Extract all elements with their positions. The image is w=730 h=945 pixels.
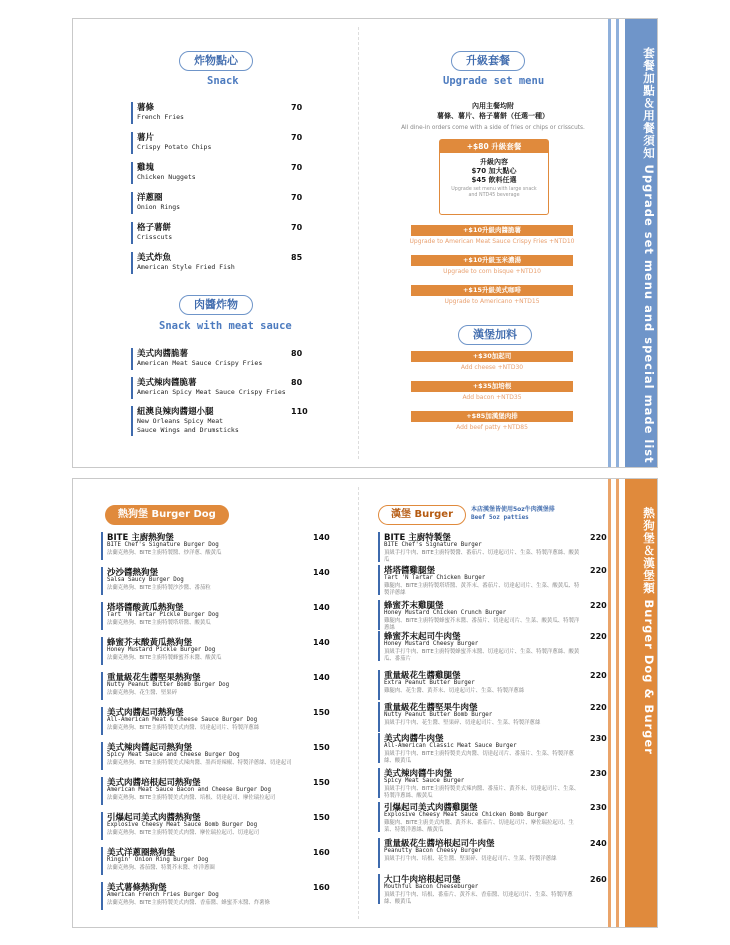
item-name-en: Peanutty Bacon Cheesy Burger — [384, 848, 482, 854]
upgrade-option-en: Upgrade to American Meat Sauce Crispy Fries +NTD10 — [409, 238, 575, 245]
item-description: 雞腿肉、BITE主廚美式肉醬、黃芥末、番茄片、切達起司片、摩佐瑞拉起司、生菜、特製洋蔥絲、酸黃瓜 — [384, 820, 574, 833]
item-accent-bar — [378, 670, 380, 700]
item-description: 頂級手打牛肉、培根、花生醬、堅果碎、切達起司片、生菜、特製洋蔥絲 — [384, 856, 557, 862]
item-price: 220 — [590, 632, 607, 641]
item-description: 頂級手打牛肉、BITE主廚特製美式肉醬、切達起司片、番茄片、生菜、特製洋蔥絲、酸黃瓜 — [384, 751, 574, 764]
menu-item — [378, 701, 610, 735]
item-name-en: BITE Chef's Signature Burger Dog — [107, 542, 219, 548]
item-accent-bar — [101, 602, 103, 630]
upgrade-set-line2: $70 加大點心 — [471, 167, 517, 175]
item-price: 80 — [291, 378, 303, 387]
menu-item — [131, 101, 301, 125]
upgrade-option-label: +$10升級玉米濃湯 — [411, 255, 573, 266]
item-name: 重量級花生醬雞腿堡 — [384, 671, 461, 681]
addon-option-label: +$30加起司 — [411, 351, 573, 362]
item-name-en: Tart 'N Tartar Chicken Burger — [384, 575, 486, 581]
item-name: 塔塔醬雞腿堡 — [384, 566, 436, 576]
item-price: 150 — [313, 743, 330, 752]
side-band-upgrade — [625, 19, 657, 467]
item-description: 雞腿肉、花生醬、黃芥末、切達起司片、生菜、特製洋蔥絲 — [384, 688, 525, 694]
item-price: 220 — [590, 671, 607, 680]
page-fold — [358, 27, 359, 459]
item-accent-bar — [101, 567, 103, 595]
menu-item — [101, 776, 329, 808]
item-description: 法蘭克熱狗、BITE主廚特製美式肉醬、切達起司片、特製洋蔥絲 — [107, 725, 260, 731]
item-name: 蜂蜜芥末酸黃瓜熱狗堡 — [107, 638, 193, 648]
upgrade-option-label: +$15升級美式咖啡 — [411, 285, 573, 296]
item-description: 法蘭克熱狗、BITE主廚特製蜂蜜芥末醬、酸黃瓜 — [107, 655, 222, 661]
addon-option-en: Add beef patty +NTD85 — [456, 424, 528, 431]
item-accent-bar — [378, 631, 380, 661]
item-price: 230 — [590, 734, 607, 743]
menu-item — [101, 531, 329, 563]
menu-item — [378, 599, 610, 633]
item-name: 洋蔥圈 — [137, 193, 163, 203]
page-fold — [358, 487, 359, 919]
upgrade-subtitle: Upgrade set menu — [443, 75, 545, 87]
item-name: 美式肉醬牛肉堡 — [384, 734, 444, 744]
item-name-en: Tart 'N Tartar Pickle Burger Dog — [107, 612, 219, 618]
meat-sauce-title: 肉醬炸物 — [179, 295, 253, 315]
item-name: 美式炸魚 — [137, 253, 172, 263]
item-description: 法蘭克熱狗、BITE主廚特製沙沙醬、番茄粒 — [107, 585, 211, 591]
burger-title: 漢堡 Burger — [378, 505, 466, 525]
upgrade-intro-line2: 薯條、薯片、格子薯餅（任選一種） — [437, 112, 549, 120]
upgrade-set-fine1: Upgrade set menu with large snack — [451, 187, 537, 192]
item-price: 150 — [313, 778, 330, 787]
stripe-right — [616, 19, 619, 467]
stripe-left — [608, 19, 611, 467]
menu-item — [131, 131, 301, 155]
item-name-en: Explosive Cheesy Meat Sauce Chicken Bomb Burger — [384, 812, 549, 818]
upgrade-set-box — [439, 139, 549, 215]
menu-item — [378, 531, 610, 565]
item-name: 紐澳良辣肉醬翅小腿 — [137, 407, 214, 417]
menu-item — [131, 376, 311, 406]
menu-item — [101, 566, 329, 598]
item-name-en: Crispy Potato Chips — [137, 143, 212, 151]
item-name: 美式肉醬培根起司熱狗堡 — [107, 778, 201, 788]
side-band-burgers-text: 熱狗堡＆漢堡類 Burger Dog & Burger — [642, 507, 656, 755]
item-accent-bar — [101, 707, 103, 735]
item-name: 引爆起司美式肉醬熱狗堡 — [107, 813, 201, 823]
upgrade-set-header: +$80 升級套餐 — [440, 140, 548, 153]
item-accent-bar — [101, 812, 103, 840]
item-name: 重量級花生醬堅果熱狗堡 — [107, 673, 201, 683]
item-name-en: Crisscuts — [137, 233, 173, 241]
item-price: 230 — [590, 803, 607, 812]
item-price: 220 — [590, 566, 607, 575]
stripe-right — [616, 479, 619, 927]
menu-item — [101, 811, 329, 843]
burger-note-zh: 本店漢堡皆使用5oz牛肉漢堡排 — [471, 506, 555, 513]
menu-page-upgrade — [72, 18, 658, 468]
item-accent-bar — [378, 838, 380, 868]
item-description: 頂級手打牛肉、BITE主廚特製蜂蜜芥末醬、切達起司片、生菜、特製洋蔥絲、酸黃瓜、番茄片 — [384, 649, 580, 662]
item-name-en: Spicy Meat Sauce and Cheese Burger Dog — [107, 752, 240, 758]
upgrade-option-en: Upgrade to corn bisque +NTD10 — [443, 268, 541, 275]
item-accent-bar — [131, 132, 133, 154]
item-accent-bar — [131, 222, 133, 244]
item-name-en: Explosive Cheesy Meat Sauce Bomb Burger Dog — [107, 822, 258, 828]
item-name: 重量級花生醬堅果牛肉堡 — [384, 703, 478, 713]
item-description: 頂級手打牛肉、BITE主廚特製醬、番茄片、切達起司片、生菜、特製洋蔥絲、酸黃瓜 — [384, 550, 580, 563]
item-price: 70 — [291, 163, 303, 172]
item-name: 美式洋蔥圈熱狗堡 — [107, 848, 176, 858]
addon-option-label: +$35加培根 — [411, 381, 573, 392]
menu-item — [101, 881, 329, 913]
item-price: 85 — [291, 253, 303, 262]
snack-title: 炸物點心 — [179, 51, 253, 71]
item-description: 法蘭克熱狗、BITE主廚特製美式肉醬、香茄醬、蜂蜜芥末醬、炸薯條 — [107, 900, 270, 906]
item-accent-bar — [131, 348, 133, 370]
item-description: 雞腿肉、BITE主廚特製塔塔醬、黃芥末、番茄片、切達起司片、生菜、酸黃瓜、特製洋蔥絲 — [384, 583, 580, 596]
item-name-en: Mouthful Bacon Cheeseburger — [384, 884, 479, 890]
item-price: 140 — [313, 673, 330, 682]
upgrade-intro-en: All dine-in orders come with a side of fries or chips or crisscuts. — [401, 125, 585, 131]
burger-addon-title: 漢堡加料 — [458, 325, 532, 345]
item-name-en: Extra Peanut Butter Burger — [384, 680, 475, 686]
item-description: 法蘭克熱狗、花生醬、堅果碎 — [107, 690, 178, 696]
item-accent-bar — [378, 874, 380, 904]
item-price: 230 — [590, 769, 607, 778]
item-price: 70 — [291, 223, 303, 232]
item-price: 140 — [313, 533, 330, 542]
item-accent-bar — [378, 802, 380, 832]
item-accent-bar — [378, 733, 380, 763]
item-accent-bar — [101, 847, 103, 875]
item-price: 150 — [313, 813, 330, 822]
item-name-en-line2: Sauce Wings and Drumsticks — [137, 426, 239, 434]
item-accent-bar — [101, 672, 103, 700]
item-name-en: BITE Chef's Signature Burger — [384, 542, 482, 548]
item-accent-bar — [131, 377, 133, 399]
hotdog-title: 熱狗堡 Burger Dog — [105, 505, 229, 525]
item-name: 塔塔醬酸黃瓜熱狗堡 — [107, 603, 184, 613]
item-name-en: American Meat Sauce Crispy Fries — [137, 359, 263, 367]
menu-item — [101, 601, 329, 633]
item-accent-bar — [131, 252, 133, 274]
item-name-en: Honey Mustard Cheesy Burger — [384, 641, 479, 647]
upgrade-option-en: Upgrade to Americano +NTD15 — [444, 298, 540, 305]
item-name: 重量級花生醬培根起司牛肉堡 — [384, 839, 495, 849]
item-price: 220 — [590, 703, 607, 712]
item-description: 法蘭克熱狗、BITE主廚特製美式肉醬、摩佐瑞拉起司、切達起司 — [107, 830, 260, 836]
item-name: 美式薯條熱狗堡 — [107, 883, 167, 893]
item-accent-bar — [101, 532, 103, 560]
menu-item — [131, 221, 301, 245]
menu-item — [378, 669, 610, 703]
item-name: 沙沙醬熱狗堡 — [107, 568, 159, 578]
menu-item — [131, 347, 311, 377]
addon-option-label: +$85加漢堡肉排 — [411, 411, 573, 422]
item-description: 頂級手打牛肉、培根、番茄片、黃芥末、香茄醬、切達起司片、生菜、特製洋蔥絲、酸黃瓜 — [384, 892, 573, 905]
item-price: 260 — [590, 875, 607, 884]
item-name: 蜂蜜芥末雞腿堡 — [384, 601, 444, 611]
snack-subtitle: Snack — [207, 75, 239, 87]
item-price: 70 — [291, 133, 303, 142]
item-name-en: French Fries — [137, 113, 184, 121]
item-accent-bar — [101, 637, 103, 665]
upgrade-set-line3: $45 飲料任選 — [471, 176, 517, 184]
item-description: 頂級手打牛肉、花生醬、堅果碎、切達起司片、生菜、特製洋蔥絲 — [384, 720, 541, 726]
menu-item — [378, 564, 610, 598]
item-name-en: Spicy Meat Sauce Burger — [384, 778, 465, 784]
item-name-en: American Spicy Meat Sauce Crispy Fries — [137, 388, 286, 396]
menu-item — [131, 405, 311, 435]
item-accent-bar — [131, 406, 133, 436]
item-name: BITE 主廚特製堡 — [384, 533, 451, 543]
item-name: 蜂蜜芥末起司牛肉堡 — [384, 632, 461, 642]
item-description: 法蘭克熱狗、BITE主廚特製美式肉醬、培根、切達起司、摩佐瑞拉起司 — [107, 795, 276, 801]
item-name: BITE 主廚熱狗堡 — [107, 533, 174, 543]
item-name: 薯片 — [137, 133, 155, 143]
upgrade-set-line1: 升級內容 — [480, 158, 508, 166]
burger-note-en: Beef 5oz patties — [471, 514, 529, 521]
item-price: 70 — [291, 193, 303, 202]
menu-page-burgers — [72, 478, 658, 928]
item-price: 160 — [313, 848, 330, 857]
item-accent-bar — [131, 102, 133, 124]
menu-item — [378, 837, 610, 871]
menu-item — [101, 741, 329, 773]
item-name-en: Ringin' Onion Ring Burger Dog — [107, 857, 209, 863]
item-name: 格子薯餅 — [137, 223, 172, 233]
item-accent-bar — [378, 600, 380, 630]
item-name-en: Honey Mustard Pickle Burger Dog — [107, 647, 216, 653]
stripe-left — [608, 479, 611, 927]
item-name: 美式肉醬起司熱狗堡 — [107, 708, 184, 718]
item-description: 法蘭克熱狗、BITE主廚特製塔塔醬、酸黃瓜 — [107, 620, 211, 626]
menu-item — [101, 636, 329, 668]
item-name-en: All-American Meat & Cheese Sauce Burger Dog — [107, 717, 258, 723]
item-name-en: Nutty Peanut Butter Bomb Burger — [384, 712, 493, 718]
item-description: 法蘭克熱狗、BITE主廚特製醬、炒洋蔥、酸黃瓜 — [107, 550, 222, 556]
item-accent-bar — [378, 532, 380, 562]
item-accent-bar — [101, 882, 103, 910]
menu-item — [101, 671, 329, 703]
upgrade-intro-line1: 內用主餐均附 — [472, 102, 514, 110]
menu-item — [378, 767, 610, 801]
item-name-en: All-American Classic Meat Sauce Burger — [384, 743, 517, 749]
item-description: 法蘭克熱狗、番茄醬、特製芥末醬、炸洋蔥圈 — [107, 865, 215, 871]
item-name: 薯條 — [137, 103, 155, 113]
item-accent-bar — [131, 162, 133, 184]
addon-option-en: Add cheese +NTD30 — [460, 364, 524, 371]
item-price: 160 — [313, 883, 330, 892]
item-description: 法蘭克熱狗、BITE主廚特製美式辣肉醬、墨西哥辣椒、特製洋蔥絲、切達起司 — [107, 760, 292, 766]
addon-option-en: Add bacon +NTD35 — [462, 394, 522, 401]
item-name-en: American Meat Sauce Bacon and Cheese Burger Dog — [107, 787, 272, 793]
menu-item — [131, 251, 301, 275]
item-name-en: Onion Rings — [137, 203, 181, 211]
item-name-en: New Orleans Spicy Meat — [137, 417, 224, 425]
item-name-en: Chicken Nuggets — [137, 173, 196, 181]
item-price: 140 — [313, 638, 330, 647]
item-price: 110 — [291, 407, 308, 416]
menu-item — [378, 630, 610, 664]
menu-item — [101, 846, 329, 878]
item-name: 大口牛肉培根起司堡 — [384, 875, 461, 885]
item-name: 美式辣肉醬牛肉堡 — [384, 769, 453, 779]
item-price: 240 — [590, 839, 607, 848]
item-price: 70 — [291, 103, 303, 112]
item-accent-bar — [378, 702, 380, 732]
menu-item — [101, 706, 329, 738]
item-name: 美式肉醬脆薯 — [137, 349, 189, 359]
upgrade-set-fine2: and NTD45 beverage — [468, 193, 520, 198]
item-name: 美式辣肉醬脆薯 — [137, 378, 197, 388]
item-price: 220 — [590, 601, 607, 610]
item-price: 80 — [291, 349, 303, 358]
item-name-en: Salsa Saucy Burger Dog — [107, 577, 184, 583]
upgrade-option-label: +$10升級肉醬脆薯 — [411, 225, 573, 236]
menu-item — [378, 873, 610, 907]
side-band-burgers — [625, 479, 657, 927]
item-accent-bar — [101, 777, 103, 805]
menu-item — [378, 732, 610, 766]
item-accent-bar — [378, 565, 380, 595]
item-price: 140 — [313, 568, 330, 577]
upgrade-title: 升級套餐 — [451, 51, 525, 71]
item-price: 150 — [313, 708, 330, 717]
item-price: 140 — [313, 603, 330, 612]
menu-item — [378, 801, 610, 835]
meat-sauce-subtitle: Snack with meat sauce — [159, 320, 292, 332]
item-accent-bar — [378, 768, 380, 798]
item-description: 雞腿肉、BITE主廚特製蜂蜜芥末醬、番茄片、切達起司片、生菜、酸黃瓜、特製洋蔥絲 — [384, 618, 580, 631]
item-name: 美式辣肉醬起司熱狗堡 — [107, 743, 193, 753]
item-name-en: American Style Fried Fish — [137, 263, 235, 271]
side-band-upgrade-text: 套餐加點＆用餐須知 Upgrade set menu and special made list — [642, 47, 656, 464]
item-name-en: Nutty Peanut Butter Bomb Burger Dog — [107, 682, 230, 688]
item-name-en: Honey Mustard Chicken Crunch Burger — [384, 610, 507, 616]
item-name: 雞塊 — [137, 163, 155, 173]
item-accent-bar — [131, 192, 133, 214]
item-description: 頂級手打牛肉、BITE主廚特製美式辣肉醬、番茄片、黃芥末、切達起司片、生菜、特製洋蔥絲、酸黃瓜 — [384, 786, 580, 799]
menu-item — [131, 191, 301, 215]
menu-item — [131, 161, 301, 185]
item-accent-bar — [101, 742, 103, 770]
item-price: 220 — [590, 533, 607, 542]
item-name-en: American French Fries Burger Dog — [107, 892, 219, 898]
item-name: 引爆起司美式肉醬雞腿堡 — [384, 803, 478, 813]
